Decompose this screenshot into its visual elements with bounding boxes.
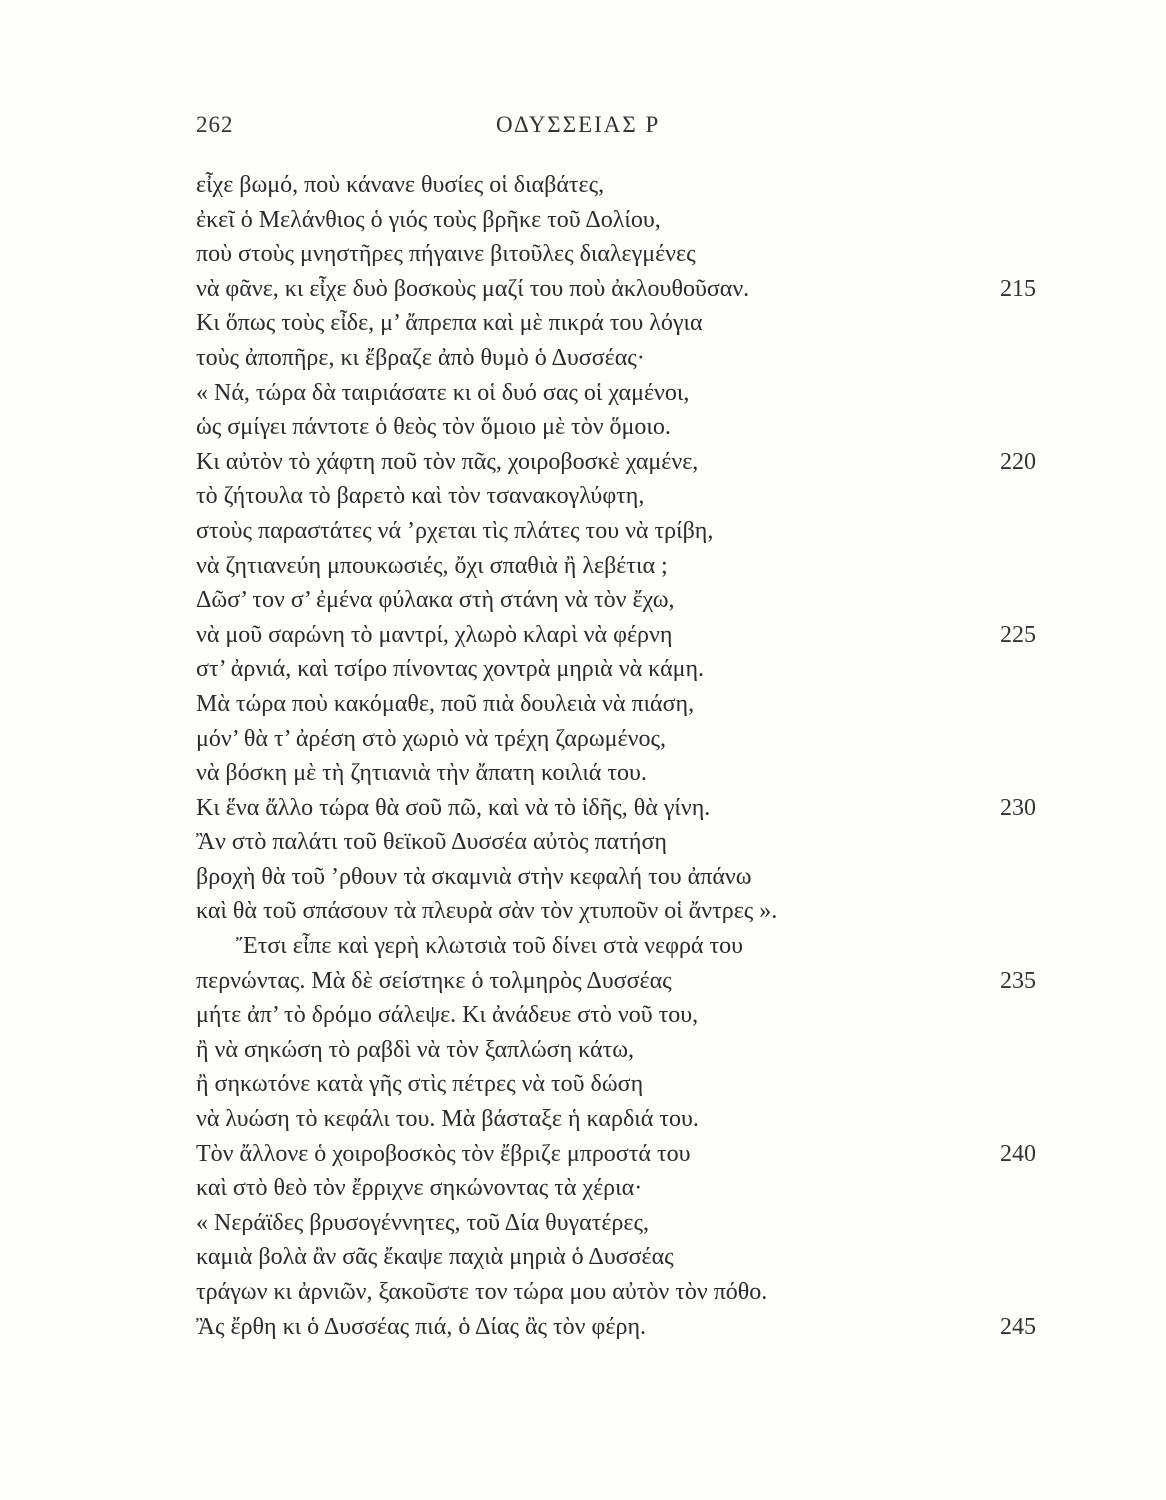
verse-line: [196, 791, 1036, 826]
verse-line: [196, 1137, 1036, 1172]
line-number: 225: [1000, 621, 1036, 648]
verse-text: Κι ἕνα ἄλλο τώρα θὰ σοῦ πῶ, καὶ νὰ τὸ ἰδῆς, θὰ γίνη.: [196, 794, 711, 821]
verse-text: καμιὰ βολὰ ἂν σᾶς ἔκαψε παχιὰ μηριὰ ὁ Δυσσέας: [196, 1244, 674, 1271]
verse-text: ἢ σηκωτόνε κατὰ γῆς στὶς πέτρες νὰ τοῦ δώση: [196, 1071, 644, 1098]
verse-text: νὰ φᾶνε, κι εἶχε δυὸ βοσκοὺς μαζί του ποὺ ἀκλουθοῦσαν.: [196, 275, 750, 302]
verse-line: [196, 203, 1036, 238]
verse-line: [196, 549, 1036, 584]
verse-text: καὶ στὸ θεὸ τὸν ἔρριχνε σηκώνοντας τὰ χέρια·: [196, 1175, 643, 1202]
verse-text: Ἂν στὸ παλάτι τοῦ θεϊκοῦ Δυσσέα αὐτὸς πατήση: [196, 829, 667, 856]
verse-line: [196, 687, 1036, 722]
verse-text: νὰ βόσκη μὲ τὴ ζητιανιὰ τὴν ἄπατη κοιλιά του.: [196, 760, 647, 787]
verse-line: [196, 306, 1036, 341]
line-number: 245: [1000, 1313, 1036, 1340]
page-number: 262: [196, 112, 234, 137]
verse-line: [196, 168, 1036, 203]
verse-text: Ἂς ἔρθη κι ὁ Δυσσέας πιά, ὁ Δίας ἂς τὸν φέρη.: [196, 1313, 646, 1340]
verse-line: [196, 1240, 1036, 1275]
verse-line: [196, 894, 1036, 929]
verse-line: [196, 722, 1036, 757]
verse-text: νὰ λυώση τὸ κεφάλι του. Μὰ βάσταξε ἡ καρδιά του.: [196, 1106, 699, 1133]
verse-line: [196, 1275, 1036, 1310]
verse-line: [196, 998, 1036, 1033]
verse-text: Δῶσ’ τον σ’ ἐμένα φύλακα στὴ στάνη νὰ τὸν ἔχω,: [196, 587, 675, 614]
verse-text: ἐκεῖ ὁ Μελάνθιος ὁ γιός τοὺς βρῆκε τοῦ Δολίου,: [196, 206, 661, 233]
verse-line: [196, 929, 1036, 964]
verse-text: καὶ θὰ τοῦ σπάσουν τὰ πλευρὰ σὰν τὸν χτυποῦν οἱ ἄντρες ».: [196, 898, 778, 925]
verse-text: Κι ὅπως τοὺς εἶδε, μ’ ἄπρεπα καὶ μὲ πικρά του λόγια: [196, 310, 703, 337]
verse-text: Ἔτσι εἶπε καὶ γερὴ κλωτσιὰ τοῦ δίνει στὰ νεφρά του: [236, 933, 744, 960]
verse-text: τοὺς ἀποπῆρε, κι ἔβραζε ἀπὸ θυμὸ ὁ Δυσσέας·: [196, 344, 645, 371]
verse-text: ποὺ στοὺς μνηστῆρες πήγαινε βιτοῦλες διαλεγμένες: [196, 241, 696, 268]
verse-line: [196, 1171, 1036, 1206]
verse-text: περνώντας. Μὰ δὲ σείστηκε ὁ τολμηρὸς Δυσσέας: [196, 967, 672, 994]
verse-text: ὡς σμίγει πάντοτε ὁ θεὸς τὸν ὅμοιο μὲ τὸν ὅμοιο.: [196, 414, 671, 441]
verse-line: [196, 1310, 1036, 1345]
verse-text: « Νεράϊδες βρυσογέννητες, τοῦ Δία θυγατέρες,: [196, 1209, 649, 1236]
verse-line: [196, 237, 1036, 272]
verse-line: [196, 860, 1036, 895]
running-head: ΟΔΥΣΣΕΙΑΣ Ρ: [496, 112, 661, 137]
verse-line: [196, 376, 1036, 411]
page-header: [196, 112, 1036, 144]
verse-text: βροχὴ θὰ τοῦ ’ρθουν τὰ σκαμνιὰ στὴν κεφαλή του ἀπάνω: [196, 863, 752, 890]
line-number: 215: [1000, 275, 1036, 302]
verse-line: [196, 514, 1036, 549]
verse-line: [196, 479, 1036, 514]
line-number: 240: [1000, 1140, 1036, 1167]
line-number: 220: [1000, 448, 1036, 475]
verse-line: [196, 272, 1036, 307]
verse-line: [196, 410, 1036, 445]
verse-text: Τὸν ἄλλονε ὁ χοιροβοσκὸς τὸν ἔβριζε μπροστά του: [196, 1140, 691, 1167]
verse-line: [196, 1206, 1036, 1241]
verse-line: [196, 756, 1036, 791]
verse-line: [196, 1067, 1036, 1102]
verse-text: στοὺς παραστάτες νά ’ρχεται τὶς πλάτες του νὰ τρίβη,: [196, 517, 714, 544]
line-number: 230: [1000, 794, 1036, 821]
verse-text: στ’ ἀρνιά, καὶ τσίρο πίνοντας χοντρὰ μηριὰ νὰ κάμη.: [196, 656, 705, 683]
verse-list: [196, 168, 1036, 1344]
verse-line: [196, 1102, 1036, 1137]
verse-text: μόν’ θὰ τ’ ἀρέση στὸ χωριὸ νὰ τρέχη ζαρωμένος,: [196, 725, 666, 752]
verse-text: εἶχε βωμό, ποὺ κάνανε θυσίες οἱ διαβάτες,: [196, 172, 605, 198]
line-number: 235: [1000, 967, 1036, 994]
verse-text: Μὰ τώρα ποὺ κακόμαθε, ποῦ πιὰ δουλειὰ νὰ πιάση,: [196, 690, 695, 717]
verse-line: [196, 341, 1036, 376]
verse-text: ἢ νὰ σηκώση τὸ ραβδὶ νὰ τὸν ξαπλώση κάτω,: [196, 1036, 635, 1063]
verse-line: [196, 618, 1036, 653]
verse-line: [196, 1033, 1036, 1068]
verse-text: τράγων κι ἀρνιῶν, ξακοῦστε τον τώρα μου αὐτὸν τὸν πόθο.: [196, 1279, 768, 1305]
verse-line: [196, 652, 1036, 687]
verse-line: [196, 445, 1036, 480]
verse-text: « Νά, τώρα δὰ ταιριάσατε κι οἱ δυό σας οἱ χαμένοι,: [196, 379, 690, 406]
verse-text: νὰ ζητιανεύη μπουκωσιές, ὄχι σπαθιὰ ἢ λεβέτια ;: [196, 552, 668, 579]
verse-text: Κι αὐτὸν τὸ χάφτη ποῦ τὸν πᾶς, χοιροβοσκὲ χαμένε,: [196, 448, 699, 475]
verse-text: νὰ μοῦ σαρώνη τὸ μαντρί, χλωρὸ κλαρὶ νὰ φέρνη: [196, 621, 673, 648]
verse-line: [196, 583, 1036, 618]
verse-line: [196, 825, 1036, 860]
verse-text: μήτε ἀπ’ τὸ δρόμο σάλεψε. Κι ἀνάδευε στὸ νοῦ του,: [196, 1002, 699, 1029]
verse-text: τὸ ζήτουλα τὸ βαρετὸ καὶ τὸν τσανακογλύφτη,: [196, 483, 645, 510]
verse-line: [196, 964, 1036, 999]
